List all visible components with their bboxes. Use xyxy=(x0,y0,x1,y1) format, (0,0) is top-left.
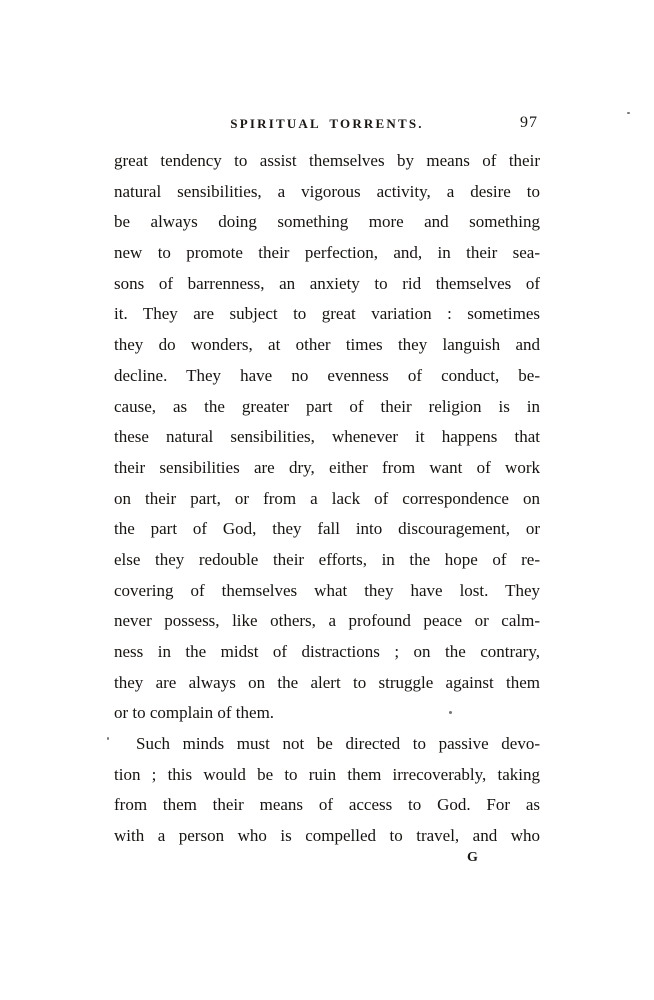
running-head-title: SPIRITUAL TORRENTS. xyxy=(230,116,424,131)
text-line: sons of barrenness, an anxiety to rid themselves of xyxy=(114,273,540,293)
signature-mark: G xyxy=(467,850,479,865)
running-header xyxy=(114,116,540,138)
text-line: cause, as the greater part of their religion is in xyxy=(114,396,540,416)
text-line: these natural sensibilities, whenever it happens that xyxy=(114,427,540,447)
paragraph xyxy=(114,146,540,729)
text-line: or to complain of them. xyxy=(114,703,275,723)
text-line: ness in the midst of distractions ; on the contrary, xyxy=(114,642,540,661)
text-line: it. They are subject to great variation : sometimes xyxy=(114,304,540,324)
text-line: be always doing something more and something xyxy=(114,212,540,232)
text-line: they are always on the alert to struggle against them xyxy=(114,672,540,692)
text-line: great tendency to assist themselves by means of their xyxy=(114,151,540,170)
text-line: natural sensibilities, a vigorous activity, a desire to xyxy=(114,181,540,201)
body-text xyxy=(114,146,540,852)
paragraph xyxy=(114,729,540,852)
text-line: from them their means of access to God. For as xyxy=(114,795,540,815)
text-line: the part of God, they fall into discouragement, or xyxy=(114,519,540,539)
text-line: on their part, or from a lack of correspondence on xyxy=(114,488,540,508)
text-line: decline. They have no evenness of conduct, be- xyxy=(114,365,540,385)
page-number: 97 xyxy=(520,114,538,131)
text-line: Such minds must not be directed to passive devo- xyxy=(136,734,540,754)
scan-speck xyxy=(107,737,109,740)
text-line: tion ; this would be to ruin them irrecoverably, taking xyxy=(114,764,540,784)
text-line: never possess, like others, a profound peace or calm- xyxy=(114,611,540,631)
text-line: their sensibilities are dry, either from want of work xyxy=(114,457,540,477)
text-line: else they redouble their efforts, in the hope of re- xyxy=(114,549,540,569)
scan-speck xyxy=(627,112,630,114)
text-line: with a person who is compelled to travel, and who xyxy=(114,826,540,846)
scan-speck xyxy=(449,711,452,714)
text-line: they do wonders, at other times they languish and xyxy=(114,335,540,355)
text-line: new to promote their perfection, and, in their sea- xyxy=(114,243,540,263)
text-line: covering of themselves what they have lost. They xyxy=(114,580,540,600)
